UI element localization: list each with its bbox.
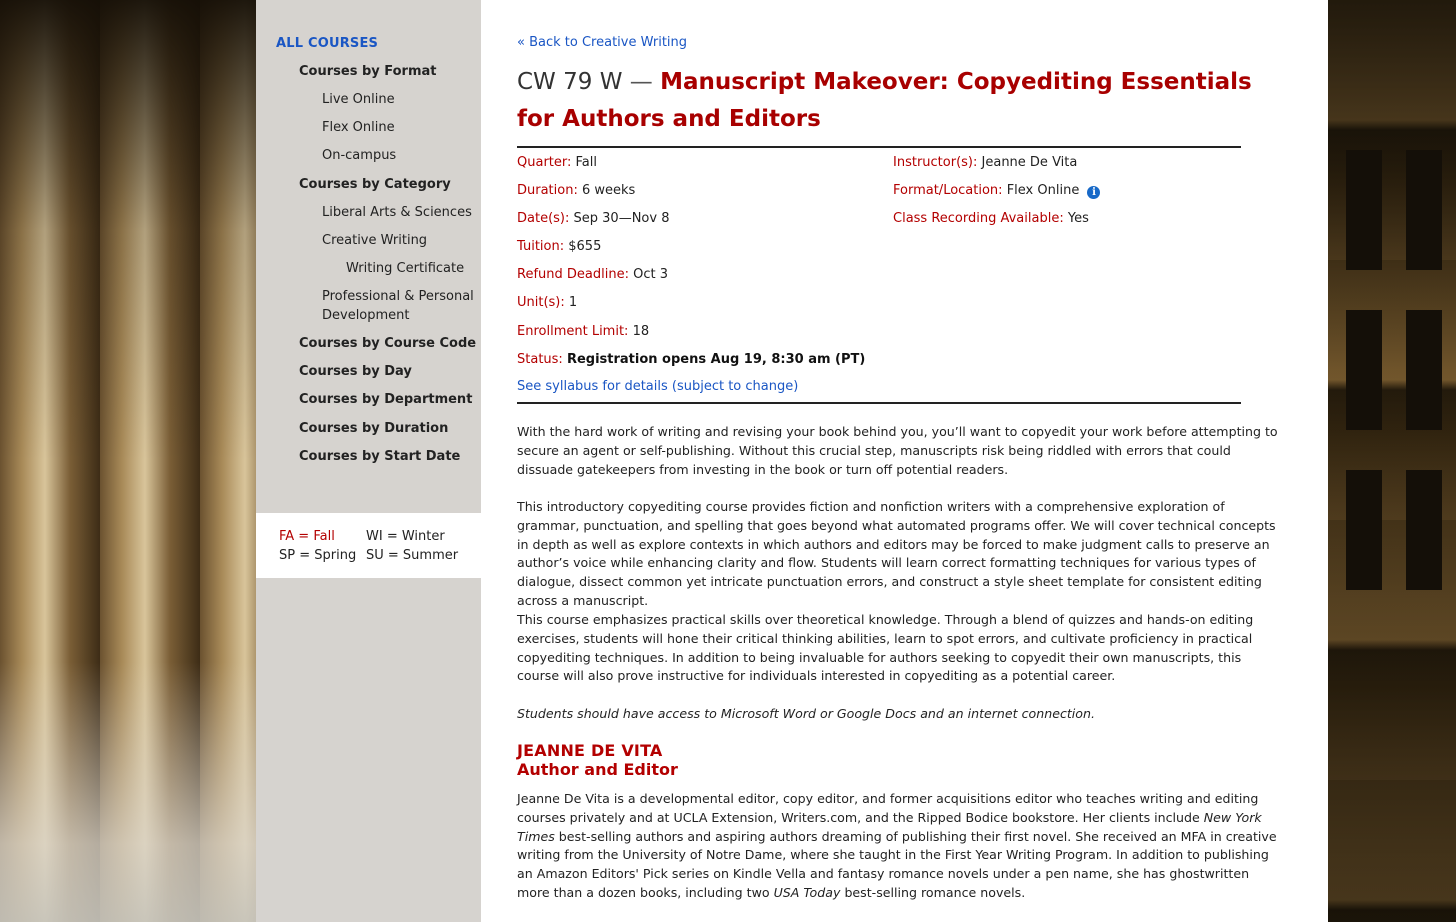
detail-label: Unit(s):: [517, 295, 565, 310]
detail-label: Refund Deadline:: [517, 267, 629, 282]
bio-text: best-selling authors and aspiring authors dreaming of publishing their first novel. She received an MFA in creative writing from the University of Notre Dame, where she taught in the First Year Writing Program. In addition to publishing an Amazon Editors' Pick series on Kindle Vella and fantasy romance novels under a pen name, she has ghostwritten more than a dozen books, including two: [517, 828, 1277, 900]
nav-writing-certificate[interactable]: Writing Certificate: [346, 261, 465, 276]
description-paragraph: With the hard work of writing and revising your book behind you, you’ll want to copyedit your work before attempting to secure an agent or self-publishing. Without this crucial step, manuscripts risk being riddled with errors that could dissuade gatekeepers from investing in the book or turn off potential readers.: [517, 424, 1278, 477]
detail-value: Sep 30—Nov 8: [573, 211, 670, 226]
legend-spring: SP = Spring: [279, 548, 357, 563]
title-dash: —: [622, 69, 661, 95]
nav-courses-by-day[interactable]: Courses by Day: [299, 364, 412, 379]
nav-courses-by-category[interactable]: Courses by Category: [299, 177, 451, 192]
detail-value: 1: [568, 295, 578, 310]
back-to-creative-writing-link[interactable]: « Back to Creative Writing: [517, 35, 688, 50]
divider-top: [517, 146, 1241, 148]
detail-label: Status:: [517, 352, 563, 367]
detail-format-location: [893, 181, 1100, 200]
detail-label: Class Recording Available:: [893, 211, 1064, 226]
detail-status: [517, 350, 865, 369]
background-photo-left: [0, 0, 256, 922]
course-detail: [481, 0, 1328, 922]
detail-dates: [517, 209, 669, 228]
status-value: Registration opens Aug 19, 8:30 am (PT): [566, 352, 866, 367]
detail-instructors: [893, 153, 1077, 172]
legend-summer: SU = Summer: [366, 548, 459, 563]
divider-bottom: [517, 402, 1241, 404]
instructor-name: JEANNE DE VITA: [517, 741, 663, 760]
instructor-role: Author and Editor: [517, 760, 678, 779]
detail-value: Jeanne De Vita: [981, 155, 1078, 170]
course-code: CW 79 W: [517, 69, 623, 95]
detail-label: Instructor(s):: [893, 155, 978, 170]
instructor-bio: [517, 790, 1285, 903]
detail-units: [517, 293, 577, 312]
course-title: Manuscript Makeover: Copyediting Essentials for Authors and Editors: [517, 69, 1252, 132]
background-photo-right: [1328, 0, 1456, 922]
detail-value: Yes: [1067, 211, 1089, 226]
nav-liberal-arts-sciences[interactable]: Liberal Arts & Sciences: [322, 205, 472, 220]
detail-value: Oct 3: [633, 267, 668, 282]
detail-class-recording: [893, 209, 1089, 228]
nav-professional-personal-line2[interactable]: Development: [322, 308, 410, 323]
bio-italic: USA Today: [773, 884, 841, 900]
detail-label: Date(s):: [517, 211, 570, 226]
detail-label: Tuition:: [517, 239, 565, 254]
legend-fall: FA = Fall: [279, 529, 335, 544]
detail-value: Fall: [575, 155, 597, 170]
nav-courses-by-department[interactable]: Courses by Department: [299, 392, 473, 407]
description-paragraph: This course emphasizes practical skills over theoretical knowledge. Through a blend of quizzes and hands-on editing exercises, students will hone their critical thinking abilities, learn to spot errors, and cultivate proficiency in practical copyediting techniques. In addition to being invaluable for authors seeking to copyedit their own manuscripts, this course will also prove instructive for individuals interested in copyediting as a potential career.: [517, 612, 1254, 684]
description-paragraph: This introductory copyediting course provides fiction and nonfiction writers with a comprehensive exploration of grammar, punctuation, and spelling that goes beyond what automated programs offer. We will cover technical concepts in depth as well as explore contexts in which authors and editors may be forced to make judgment calls to preserve an author’s voice while enhancing clarity and flow. Students will learn correct formatting techniques for various types of dialogue, dissect common yet intricate punctuation errors, and construct a style sheet template for consistent editing across a manuscript.: [517, 499, 1276, 608]
detail-duration: [517, 181, 635, 200]
nav-on-campus[interactable]: On-campus: [322, 148, 397, 163]
bio-italic: New York Times: [517, 809, 1262, 844]
legend-winter: WI = Winter: [366, 529, 445, 544]
nav-professional-personal[interactable]: Professional & Personal: [322, 289, 474, 304]
nav-flex-online[interactable]: Flex Online: [322, 120, 395, 135]
nav-all-courses[interactable]: ALL COURSES: [276, 36, 379, 51]
nav-courses-by-course-code[interactable]: Courses by Course Code: [299, 336, 477, 351]
sidebar-nav: [256, 0, 481, 922]
info-icon[interactable]: i: [1087, 186, 1100, 199]
detail-value: Flex Online: [1006, 183, 1080, 198]
bio-text: best-selling romance novels.: [840, 884, 1026, 900]
nav-courses-by-duration[interactable]: Courses by Duration: [299, 421, 449, 436]
detail-refund-deadline: [517, 265, 668, 284]
nav-creative-writing[interactable]: Creative Writing: [322, 233, 428, 248]
detail-value: 18: [632, 324, 650, 339]
detail-label: Enrollment Limit:: [517, 324, 629, 339]
quarter-legend: [256, 513, 481, 578]
detail-value: $655: [568, 239, 602, 254]
nav-courses-by-format[interactable]: Courses by Format: [299, 64, 437, 79]
nav-live-online[interactable]: Live Online: [322, 92, 395, 107]
page-title: [517, 64, 1257, 138]
syllabus-link[interactable]: See syllabus for details (subject to change): [517, 379, 799, 394]
detail-label: Duration:: [517, 183, 578, 198]
bio-text: Jeanne De Vita is a developmental editor, copy editor, and former acquisitions editor who teaches writing and editing courses privately and at UCLA Extension, Writers.com, and the Ripped Bodice bookstore. Her clients include: [517, 791, 1259, 825]
detail-quarter: [517, 153, 597, 172]
detail-value: 6 weeks: [581, 183, 636, 198]
detail-enrollment-limit: [517, 322, 649, 341]
detail-label: Format/Location:: [893, 183, 1003, 198]
nav-courses-by-start-date[interactable]: Courses by Start Date: [299, 449, 461, 464]
detail-tuition: [517, 237, 601, 256]
requirements-note: Students should have access to Microsoft Word or Google Docs and an internet connection.: [517, 706, 1095, 721]
detail-label: Quarter:: [517, 155, 572, 170]
